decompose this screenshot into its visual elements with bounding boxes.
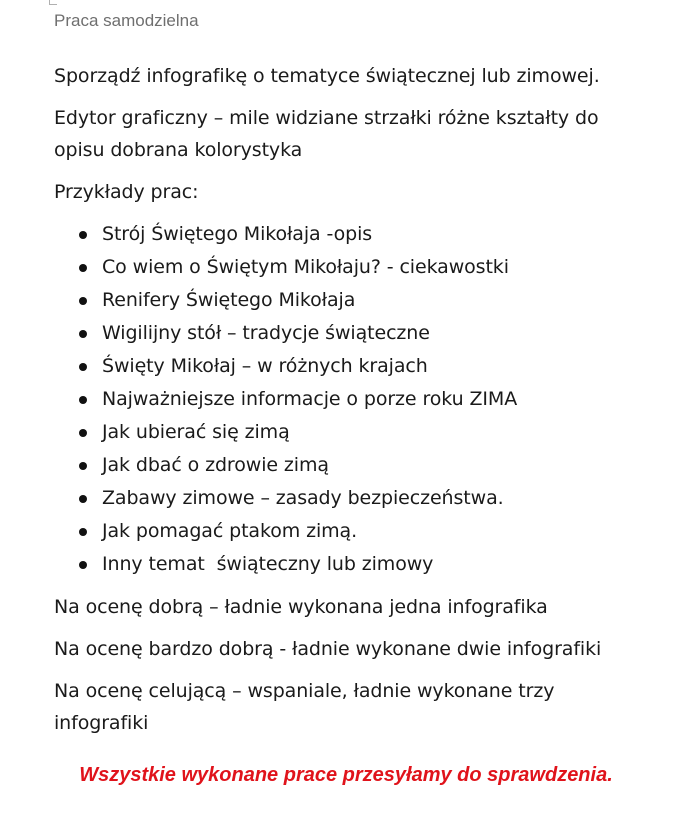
- bullet-icon: [79, 363, 87, 371]
- examples-list: [54, 218, 654, 581]
- list-item: Strój Świętego Mikołaja -opis: [54, 218, 654, 251]
- document-body: [54, 60, 654, 749]
- bullet-icon: [79, 429, 87, 437]
- bullet-icon: [79, 264, 87, 272]
- bullet-icon: [79, 528, 87, 536]
- bullet-icon: [79, 330, 87, 338]
- list-item: Jak ubierać się zimą: [54, 416, 654, 449]
- page-corner-mark: [49, 0, 57, 5]
- page-title: Praca samodzielna: [54, 11, 199, 30]
- list-item: Jak pomagać ptakom zimą.: [54, 515, 654, 548]
- intro-paragraph: Sporządź infografikę o tematyce świątecznej lub zimowej.: [54, 65, 600, 87]
- bullet-icon: [79, 462, 87, 470]
- list-item: Jak dbać o zdrowie zimą: [54, 449, 654, 482]
- bullet-icon: [79, 396, 87, 404]
- examples-label: Przykłady prac:: [54, 181, 199, 203]
- list-item: Inny temat świąteczny lub zimowy: [54, 548, 654, 581]
- list-item: Co wiem o Świętym Mikołaju? - ciekawostki: [54, 251, 654, 284]
- bullet-icon: [79, 561, 87, 569]
- list-item: Renifery Świętego Mikołaja: [54, 284, 654, 317]
- grade-very-good-paragraph: Na ocenę bardzo dobrą - ładnie wykonane dwie infografiki: [54, 638, 602, 660]
- submission-notice: Wszystkie wykonane prace przesyłamy do sprawdzenia.: [79, 764, 613, 786]
- grade-excellent-paragraph: Na ocenę celującą – wspaniale, ładnie wykonane trzy infografiki: [54, 680, 555, 734]
- editor-note-paragraph: Edytor graficzny – mile widziane strzałki różne kształty do opisu dobrana kolorystyka: [54, 107, 599, 161]
- list-item: Najważniejsze informacje o porze roku ZIMA: [54, 383, 654, 416]
- list-item: Zabawy zimowe – zasady bezpieczeństwa.: [54, 482, 654, 515]
- list-item: Święty Mikołaj – w różnych krajach: [54, 350, 654, 383]
- bullet-icon: [79, 231, 87, 239]
- bullet-icon: [79, 297, 87, 305]
- bullet-icon: [79, 495, 87, 503]
- grade-good-paragraph: Na ocenę dobrą – ładnie wykonana jedna infografika: [54, 596, 548, 618]
- list-item: Wigilijny stół – tradycje świąteczne: [54, 317, 654, 350]
